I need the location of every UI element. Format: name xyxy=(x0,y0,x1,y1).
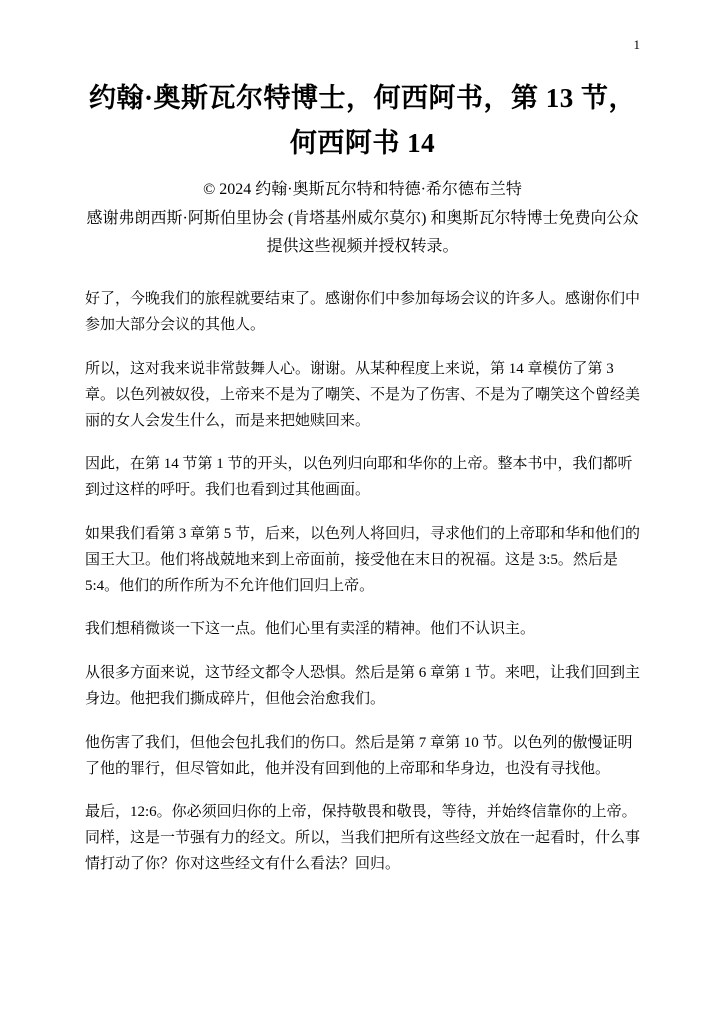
copyright-line: © 2024 约翰·奥斯瓦尔特和特德·希尔德布兰特 xyxy=(203,181,522,199)
paragraph: 好了，今晚我们的旅程就要结束了。感谢你们中参加每场会议的许多人。感谢你们中参加大部分会议的其他人。 xyxy=(85,291,641,334)
paragraph: 如果我们看第 3 章第 5 节，后来，以色列人将回归，寻求他们的上帝耶和华和他们的国王大卫。他们将战兢地来到上帝面前，接受他在末日的祝福。这是 3:5。然后是 5:4。他们的所作所为不允许他们回归上帝。 xyxy=(85,526,641,594)
acknowledgement-text: 感谢弗朗西斯·阿斯伯里协会 (肯塔基州威尔莫尔) 和奥斯瓦尔特博士免费向公众提供这些视频并授权转录。 xyxy=(86,210,639,256)
document-body xyxy=(85,287,640,877)
page-number: 1 xyxy=(633,37,640,52)
paragraph: 因此，在第 14 节第 1 节的开头，以色列归向耶和华你的上帝。整本书中，我们都听到过这样的呼吁。我们也看到过其他画面。 xyxy=(85,456,633,499)
paragraph: 所以，这对我来说非常鼓舞人心。谢谢。从某种程度上来说，第 14 章模仿了第 3 章。以色列被奴役，上帝来不是为了嘲笑、不是为了伤害、不是为了嘲笑这个曾经美丽的女人会发生什么，而是来把她赎回来。 xyxy=(85,361,641,429)
paragraph: 最后，12:6。你必须回归你的上帝，保持敬畏和敬畏，等待，并始终信靠你的上帝。同样，这是一节强有力的经文。所以，当我们把所有这些经文放在一起看时，什么事情打动了你？你对这些经文有什么看法？回归。 xyxy=(85,804,641,873)
document-title: 约翰·奥斯瓦尔特博士，何西阿书，第 13 节，何西阿书 14 xyxy=(88,83,636,158)
paragraph: 他伤害了我们，但他会包扎我们的伤口。然后是第 7 章第 10 节。以色列的傲慢证明了他的罪行，但尽管如此，他并没有回到他的上帝耶和华身边，也没有寻找他。 xyxy=(85,734,633,777)
paragraph: 我们想稍微谈一下这一点。他们心里有卖淫的精神。他们不认识主。 xyxy=(85,621,536,638)
paragraph: 从很多方面来说，这节经文都令人恐惧。然后是第 6 章第 1 节。来吧，让我们回到主身边。他把我们撕成碎片，但他会治愈我们。 xyxy=(85,665,641,708)
